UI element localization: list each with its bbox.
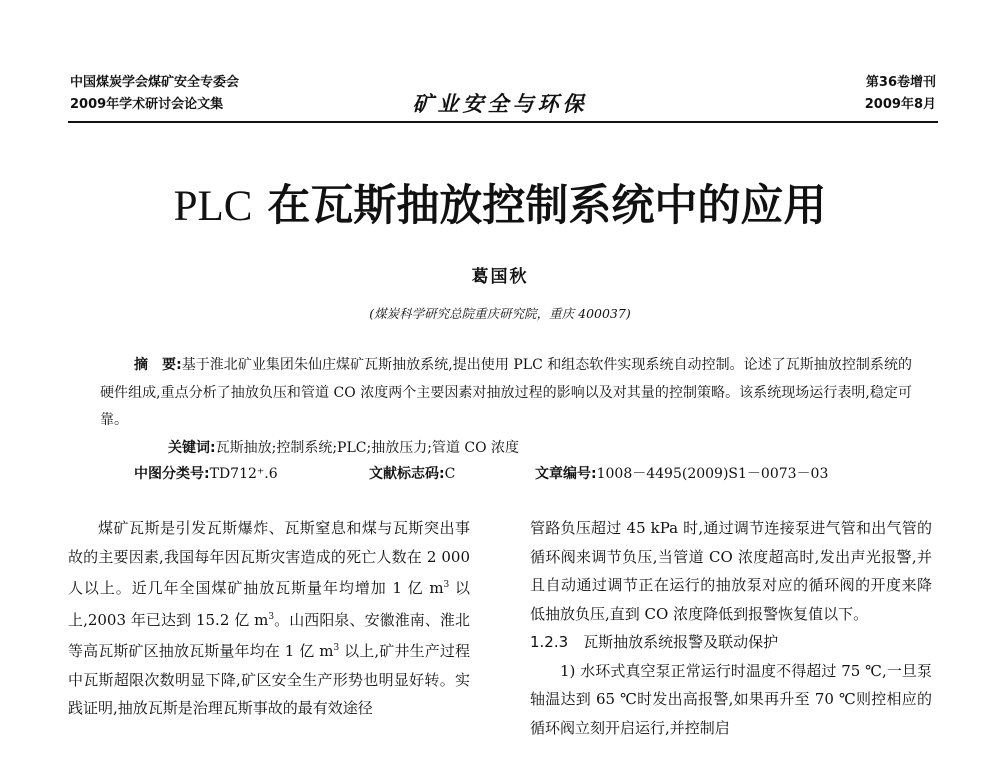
title-main: 在瓦斯抽放控制系统中的应用 — [267, 181, 827, 231]
author-affiliation: (煤炭科学研究总院重庆研究院，重庆 400037) — [369, 306, 631, 321]
conference-name: 中国煤炭学会煤矿安全专委会 — [70, 75, 240, 90]
abstract-label: 摘 要: — [134, 357, 182, 373]
document-code: 文献标志码:C — [369, 466, 456, 482]
keywords-text: 瓦斯抽放;控制系统;PLC;抽放压力;管道 CO 浓度 — [215, 439, 519, 456]
body-column-right — [530, 514, 932, 742]
abstract-paragraph — [100, 352, 912, 435]
body-paragraph: 管路负压超过 45 kPa 时,通过调节连接泵进气管和出气管的循环阀来调节负压,当管道 CO 浓度超高时,发出声光报警,并且自动通过调节正在运行的抽放泵对应的循环阀的开度来降低抽放负压,直到 CO 浓度降低到报警恢复值以下。 — [530, 519, 932, 623]
header-rule — [68, 121, 938, 123]
section-heading: 1.2.3 瓦斯抽放系统报警及联动保护 — [530, 633, 779, 651]
volume-issue: 第36卷增刊 — [865, 75, 936, 90]
publication-date: 2009年8月 — [864, 97, 936, 112]
journal-name: 矿业安全与环保 — [412, 91, 588, 116]
abstract-block — [100, 352, 912, 462]
keywords-label: 关键词: — [168, 439, 216, 456]
body-paragraph: 1) 水环式真空泵正常运行时温度不得超过 75 ℃,一旦泵轴温达到 65 ℃时发出高报警,如果再升至 70 ℃则控相应的循环阀立刻开启运行,并控制启 — [530, 661, 932, 737]
article-number: 文章编号:1008－4495(2009)S1－0073－03 — [535, 466, 829, 482]
author-name: 葛国秋 — [471, 267, 529, 287]
running-header-right — [865, 72, 936, 116]
body-paragraph: 煤矿瓦斯是引发瓦斯爆炸、瓦斯窒息和煤与瓦斯突出事故的主要因素,我国每年因瓦斯灾害造成的死亡人数在 2 000 人以上。近几年全国煤矿抽放瓦斯量年均增加 1 亿 $m^3$ 以上,2003 年已达到 15.2 亿 $m^3$。山西阳泉、安徽淮南、淮北等高瓦斯矿区抽放瓦斯量年均在 1 亿 $m^3$ 以上,矿井生产过程中瓦斯超限次数明显下降,矿区安全生产形势也明显好转。实践证明,抽放瓦斯是治理瓦斯事故的最有效途径 — [68, 519, 470, 717]
article-title — [0, 180, 1000, 233]
body-column-left — [68, 514, 470, 723]
keywords-line — [100, 435, 912, 463]
title-latin: PLC — [173, 183, 253, 230]
proceedings-name: 2009年学术研讨会论文集 — [70, 97, 224, 112]
clc-number: 中图分类号:TD712⁺.6 — [134, 466, 278, 482]
abstract-text: 基于淮北矿业集团朱仙庄煤矿瓦斯抽放系统,提出使用 PLC 和组态软件实现系统自动控制。论述了瓦斯抽放控制系统的硬件组成,重点分析了抽放负压和管道 CO 浓度两个主要因素对抽放过程的影响以及对其量的控制策略。该系统现场运行表明,稳定可靠。 — [100, 357, 912, 428]
